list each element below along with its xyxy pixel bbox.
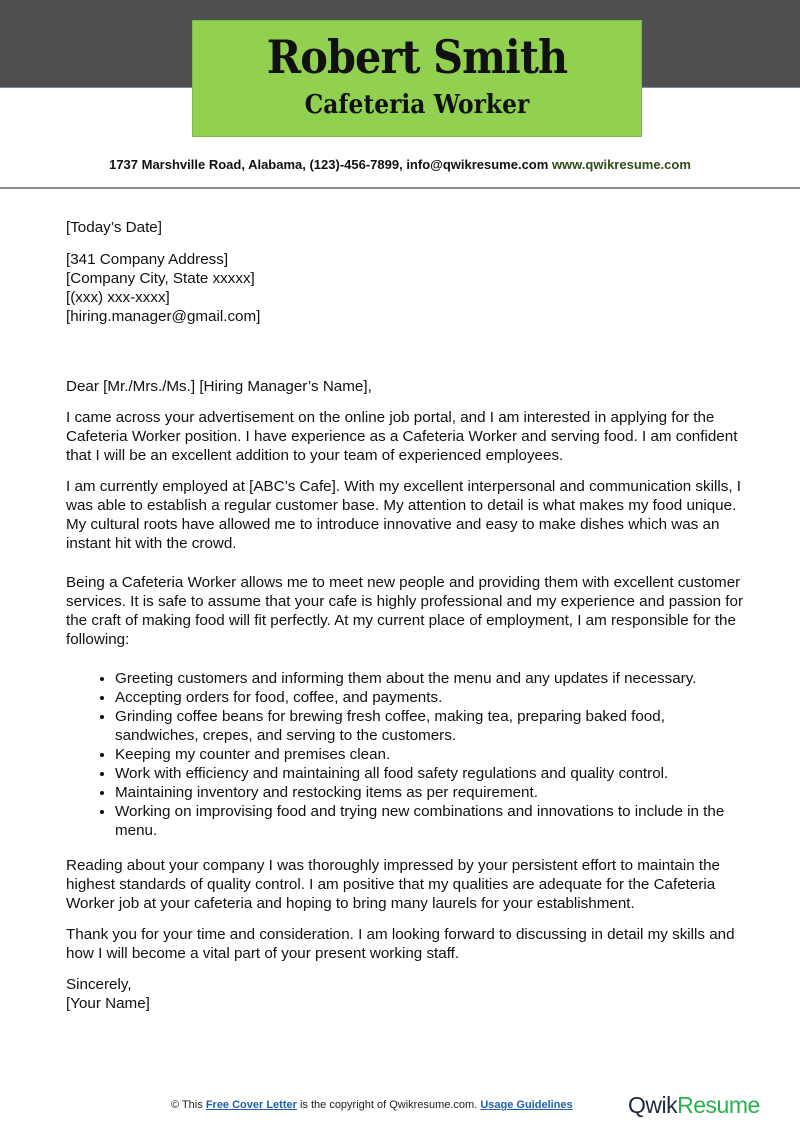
- website-link[interactable]: www.qwikresume.com: [551, 157, 691, 172]
- signature: [Your Name]: [66, 995, 150, 1012]
- logo-part: Resume: [677, 1092, 760, 1118]
- logo-part: Qwik: [628, 1092, 678, 1118]
- list-item: • Maintaining inventory and restocking items as per requirement.: [115, 783, 746, 802]
- signoff: Sincerely,: [66, 976, 132, 993]
- paragraph: Reading about your company I was thoroughly impressed by your persistent effort to maintain the highest standards of quality control. I am positive that my qualities are adequate for the Cafeteria Worker job at your cafeteria and hoping to bring many laurels for your establishment.: [66, 857, 720, 912]
- list-item: • Work with efficiency and maintaining all food safety regulations and quality control.: [115, 764, 746, 783]
- free-cover-letter-link[interactable]: Free Cover Letter: [205, 1099, 297, 1111]
- paragraph: I came across your advertisement on the online job portal, and I am interested in applying for the Cafeteria Worker position. I have experience as a Cafeteria Worker and serving food. I am confident that I will be an excellent addition to your team of experienced employees.: [66, 409, 738, 464]
- footer: [171, 1099, 573, 1111]
- job-title: Cafeteria Worker: [304, 90, 530, 120]
- paragraph: I am currently employed at [ABC’s Cafe]. With my excellent interpersonal and communication skills, I was able to establish a regular customer base. My attention to detail is what makes my food unique. My cultural roots have allowed me to introduce innovative and easy to make dishes which was an instant hit with the crowd.: [66, 478, 741, 552]
- footer-text: © This: [171, 1099, 203, 1111]
- list-item: • Grinding coffee beans for brewing fresh coffee, making tea, preparing baked food, sandwiches, crepes, and serving to the customers.: [115, 707, 746, 745]
- letter-body: [66, 218, 746, 1025]
- candidate-name: Robert Smith: [266, 30, 568, 84]
- address-line: [341 Company Address]: [66, 251, 229, 268]
- list-item: • Keeping my counter and premises clean.: [115, 745, 746, 764]
- salutation: Dear [Mr./Mrs./Ms.] [Hiring Manager’s Name],: [66, 378, 372, 395]
- recipient-address: [66, 250, 746, 326]
- usage-guidelines-link[interactable]: Usage Guidelines: [480, 1099, 573, 1111]
- name-box: [192, 20, 642, 137]
- list-item: • Greeting customers and informing them about the menu and any updates if necessary.: [115, 669, 746, 688]
- paragraph: Thank you for your time and consideration. I am looking forward to discussing in detail my skills and how I will become a vital part of your present working staff.: [66, 926, 735, 962]
- contact-line: [0, 157, 800, 172]
- qwikresume-logo: [628, 1092, 760, 1119]
- paragraph: Being a Cafeteria Worker allows me to meet new people and providing them with excellent customer services. It is safe to assume that your cafe is highly professional and my experience and passion for the craft of making food will fit perfectly. At my current place of employment, I am responsible for the following:: [66, 574, 744, 648]
- footer-text: is the copyright of Qwikresume.com.: [299, 1099, 478, 1111]
- signoff-block: [66, 975, 746, 1013]
- responsibilities-list: [66, 669, 746, 840]
- address-line: [Company City, State xxxxx]: [66, 270, 255, 287]
- address-line: [(xxx) xxx-xxxx]: [66, 289, 170, 306]
- divider: [0, 187, 800, 189]
- address-line: [hiring.manager@gmail.com]: [66, 308, 261, 325]
- list-item: • Accepting orders for food, coffee, and payments.: [115, 688, 746, 707]
- list-item: • Working on improvising food and trying new combinations and innovations to include in the menu.: [115, 802, 746, 840]
- date: [Today’s Date]: [66, 219, 162, 236]
- contact-info: 1737 Marshville Road, Alabama, (123)-456-7899, info@qwikresume.com: [109, 157, 549, 172]
